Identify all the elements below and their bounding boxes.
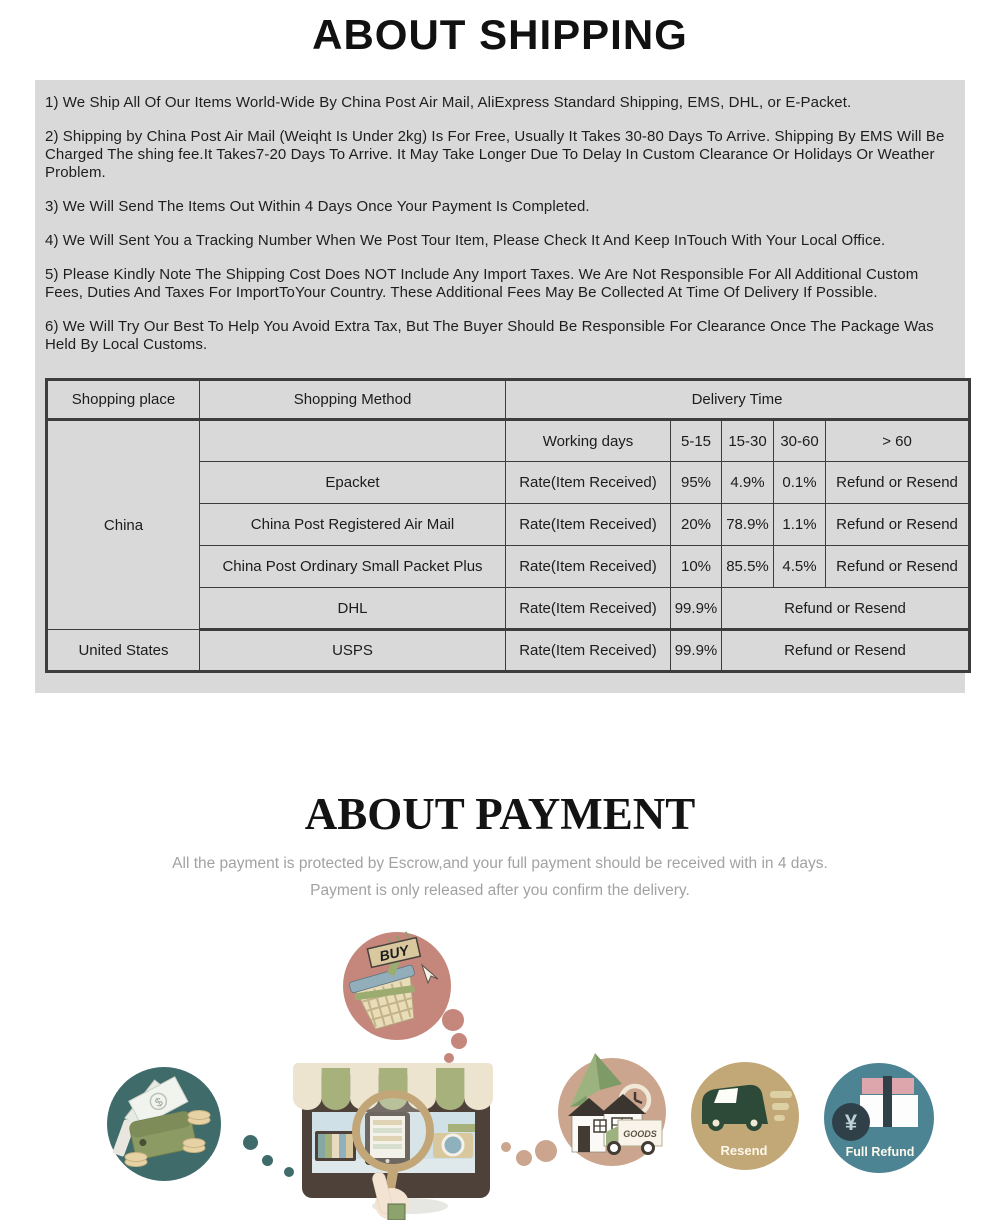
resend-label: Resend	[720, 1143, 768, 1158]
shipping-note-4: 4) We Will Sent You a Tracking Number When We Post Tour Item, Please Check It And Keep InTouch With Your Local Office.	[45, 232, 886, 249]
header-delivery-time: Delivery Time	[506, 380, 970, 420]
shipping-section-title: ABOUT SHIPPING	[312, 11, 688, 58]
cell-rate-2: 78.9%	[722, 504, 774, 546]
cell-method-empty	[200, 420, 506, 462]
cell-range-4: > 60	[826, 420, 970, 462]
resend-illustration	[690, 1061, 800, 1171]
cell-rate-2: 4.9%	[722, 462, 774, 504]
wallet-illustration	[104, 1064, 224, 1184]
store-illustration	[288, 1054, 496, 1220]
shipping-note-5: 5) Please Kindly Note The Shipping Cost Does NOT Include Any Import Taxes. We Are Not Responsible For All Additional Custom Fees, Duties And Taxes For ImportToYour Country. These Additional Fees May Be Collected At Time Of Delivery If Possible.	[45, 266, 919, 301]
full-refund-illustration	[822, 1061, 936, 1175]
cell-rate-label: Rate(Item Received)	[506, 630, 671, 672]
thought-dot	[243, 1135, 258, 1150]
cell-rate-1: 95%	[671, 462, 722, 504]
shipping-note-3: 3) We Will Send The Items Out Within 4 Days Once Your Payment Is Completed.	[45, 198, 590, 215]
table-header-row	[47, 380, 970, 420]
cell-method: Epacket	[200, 462, 506, 504]
shipping-notes-panel	[35, 80, 965, 693]
cell-method: USPS	[200, 630, 506, 672]
yen-badge-icon	[832, 1103, 870, 1141]
payment-subtitle	[0, 850, 1000, 904]
cell-method: China Post Registered Air Mail	[200, 504, 506, 546]
cell-rate-1: 10%	[671, 546, 722, 588]
magnifier-icon	[356, 1094, 430, 1168]
cell-rate-4: Refund or Resend	[826, 504, 970, 546]
header-shopping-method: Shopping Method	[200, 380, 506, 420]
shipping-note-6: 6) We Will Try Our Best To Help You Avoid Extra Tax, But The Buyer Should Be Responsible For Clearance Once The Package Was Held By Local Customs.	[45, 318, 934, 353]
cell-place-us: United States	[47, 630, 200, 672]
cell-rate-4: Refund or Resend	[826, 546, 970, 588]
cell-rate-label: Rate(Item Received)	[506, 462, 671, 504]
cell-range-1: 5-15	[671, 420, 722, 462]
cell-rate-label: Rate(Item Received)	[506, 588, 671, 630]
payment-line-1: All the payment is protected by Escrow,and your full payment should be received with in 4 days.	[172, 855, 828, 872]
delivery-time-table	[45, 378, 971, 673]
payment-section-title: ABOUT PAYMENT	[304, 789, 696, 839]
header-shopping-place: Shopping place	[47, 380, 200, 420]
cell-method: China Post Ordinary Small Packet Plus	[200, 546, 506, 588]
table-row-working-days	[47, 420, 970, 462]
shipping-note-1: 1) We Ship All Of Our Items World-Wide By China Post Air Mail, AliExpress Standard Shipping, EMS, DHL, or E-Packet.	[45, 94, 852, 111]
thought-dot	[262, 1155, 273, 1166]
goods-delivery-illustration	[556, 1050, 668, 1168]
cell-rate-1: 20%	[671, 504, 722, 546]
cell-rate-2: 85.5%	[722, 546, 774, 588]
thought-dot	[516, 1150, 532, 1166]
cell-rate-3: 0.1%	[774, 462, 826, 504]
full-refund-label: Full Refund	[845, 1145, 915, 1159]
goods-label: GOODS	[623, 1129, 657, 1139]
cell-rate-4: Refund or Resend	[826, 462, 970, 504]
cell-rate-rest: Refund or Resend	[722, 630, 970, 672]
tablet-icon	[315, 1131, 356, 1161]
cell-working-days: Working days	[506, 420, 671, 462]
cell-method: DHL	[200, 588, 506, 630]
thought-dot	[451, 1033, 467, 1049]
cell-rate-1: 99.9%	[671, 588, 722, 630]
cell-rate-label: Rate(Item Received)	[506, 504, 671, 546]
payment-line-2: Payment is only released after you confirm the delivery.	[310, 882, 690, 899]
thought-dot	[501, 1142, 511, 1152]
cell-rate-rest: Refund or Resend	[722, 588, 970, 630]
cell-place-china: China	[47, 420, 200, 630]
yen-symbol: ¥	[844, 1110, 858, 1135]
cell-rate-1: 99.9%	[671, 630, 722, 672]
cell-range-3: 30-60	[774, 420, 826, 462]
buy-sign-label: BUY	[377, 941, 411, 965]
cell-range-2: 15-30	[722, 420, 774, 462]
bill-dollar-sign: $	[152, 1094, 166, 1111]
thought-dot	[535, 1140, 557, 1162]
shipping-note-2: 2) Shipping by China Post Air Mail (Weiqht Is Under 2kg) Is For Free, Usually It Takes 30-80 Days To Arrive. Shipping By EMS Will Be Charged The shing fee.It Takes7-20 Days To Arrive. It May Take Longer Due To Delay In Custom Clearance Or Holidays Or Weather Problem.	[45, 128, 945, 181]
cell-rate-3: 4.5%	[774, 546, 826, 588]
magnifier-grip	[388, 1204, 405, 1220]
table-row-usps	[47, 630, 970, 672]
cell-rate-3: 1.1%	[774, 504, 826, 546]
cell-rate-label: Rate(Item Received)	[506, 546, 671, 588]
buy-bubble-illustration	[342, 931, 452, 1041]
thought-dot	[442, 1009, 464, 1031]
